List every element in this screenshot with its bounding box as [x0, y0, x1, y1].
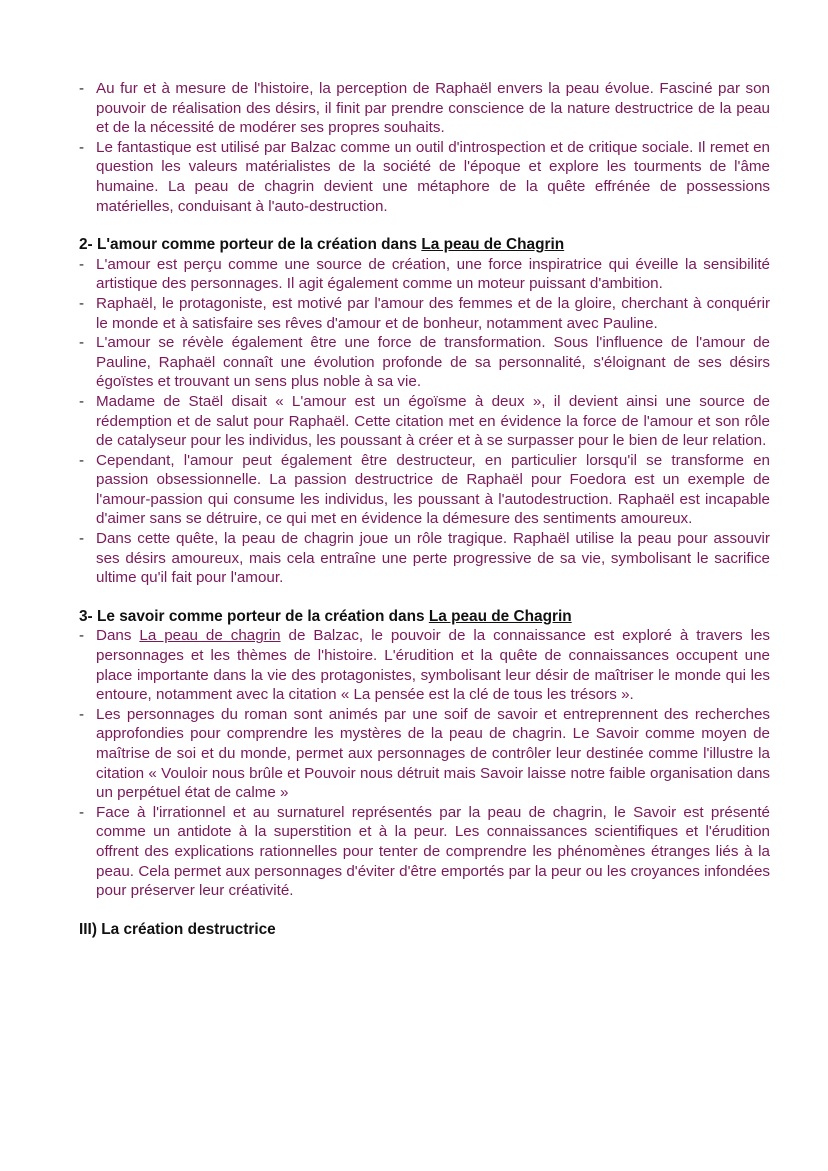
- bullet-text: Dans: [96, 627, 140, 645]
- list-item: - L'amour est perçu comme une source de création, une force inspiratrice qui éveille la sensibilité artistique des personnages. Il agit également comme un moteur puissant d'ambition.: [79, 255, 770, 294]
- section-love: [79, 235, 770, 588]
- intro-section: [79, 79, 770, 216]
- list-item: - Cependant, l'amour peut également être destructeur, en particulier lorsqu'il se transforme en passion obsessionnelle. La passion destructrice de Raphaël pour Foedora est un exemple de l'amour-passion qui consume les individus, les poussant à l'autodestruction. Raphaël est incapable d'aimer sans se détruire, ce qui met en évidence la démesure des sentiments amoureux.: [79, 451, 770, 529]
- knowledge-bullet-list: [79, 626, 770, 900]
- book-title: La peau de Chagrin: [428, 607, 572, 625]
- list-item: - Le fantastique est utilisé par Balzac comme un outil d'introspection et de critique sociale. Il remet en question les valeurs matérialistes de la société de l'époque et explore les tourments de l'âme humaine. La peau de chagrin devient une métaphore de la quête effrénée de possessions matérielles, conduisant à l'auto-destruction.: [79, 138, 770, 216]
- list-item: - Dans cette quête, la peau de chagrin joue un rôle tragique. Raphaël utilise la peau pour assouvir ses désirs amoureux, mais cela entraîne une perte progressive de sa vie, symbolisant le sacrifice ultime qu'il fait pour l'amour.: [79, 529, 770, 588]
- list-item: - Face à l'irrationnel et au surnaturel représentés par la peau de chagrin, le Savoir est présenté comme un antidote à la superstition et à la peur. Les connaissances scientifiques et l'érudition offrent des explications rationnelles pour tenter de comprendre les phénomènes étranges liés à la peau. Cela permet aux personnages d'éviter d'être emportés par la peur ou les croyances infondées pour préserver leur créativité.: [79, 803, 770, 901]
- list-item: - Raphaël, le protagoniste, est motivé par l'amour des femmes et de la gloire, cherchant à conquérir le monde et à satisfaire ses rêves d'amour et de bonheur, notamment avec Pauline.: [79, 294, 770, 333]
- love-bullet-list: [79, 255, 770, 588]
- list-item: [79, 626, 770, 704]
- intro-bullet-list: [79, 79, 770, 216]
- part-heading: III) La création destructrice: [79, 920, 276, 938]
- list-item: - Les personnages du roman sont animés par une soif de savoir et entreprennent des recherches approfondies pour comprendre les mystères de la peau de chagrin. Le Savoir comme moyen de maîtrise de soi et du monde, permet aux personnages de contrôler leur destinée comme l'illustre la citation « Vouloir nous brûle et Pouvoir nous détruit mais Savoir laisse notre faible organisation dans un perpétuel état de calme »: [79, 705, 770, 803]
- bullet-text: de Balzac, le pouvoir de la connaissance est exploré à travers les personnages et les thèmes de l'histoire. L'érudition et la quête de connaissances occupent une place importante dans la vie des protagonistes, symbolisant leur désir de maîtriser le monde qui les entoure, notamment avec la citation « La pensée est la clé de tous les trésors ».: [96, 627, 770, 704]
- section-knowledge: [79, 607, 770, 901]
- book-title: La peau de chagrin: [139, 627, 281, 645]
- section-heading: [79, 607, 770, 627]
- list-item: - Au fur et à mesure de l'histoire, la perception de Raphaël envers la peau évolue. Fasciné par son pouvoir de réalisation des désirs, il finit par prendre conscience de la nature destructrice de la peau et de la nécessité de modérer ses propres souhaits.: [79, 79, 770, 138]
- list-item: - Madame de Staël disait « L'amour est un égoïsme à deux », il devient ainsi une source de rédemption et de salut pour Raphaël. Cette citation met en évidence la force de l'amour et son rôle de catalyseur pour les individus, les poussant à créer et à se surpasser pour le bien de leur relation.: [79, 392, 770, 451]
- list-item: - L'amour se révèle également être une force de transformation. Sous l'influence de l'amour de Pauline, Raphaël connaît une évolution profonde de sa personnalité, s'éloignant de ses désirs égoïstes et trouvant un sens plus noble à sa vie.: [79, 333, 770, 392]
- heading-text: 2- L'amour comme porteur de la création dans: [79, 236, 422, 254]
- section-heading: [79, 235, 770, 255]
- book-title: La peau de Chagrin: [421, 236, 565, 254]
- heading-text: 3- Le savoir comme porteur de la création dans: [79, 607, 429, 625]
